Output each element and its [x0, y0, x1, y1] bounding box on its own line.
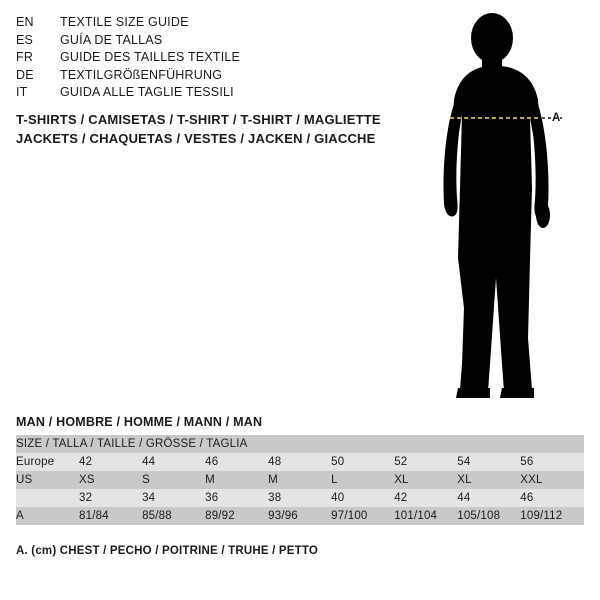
size-table-section	[16, 415, 584, 525]
cell: M	[268, 474, 278, 486]
cell: 32	[79, 492, 93, 504]
cell: 34	[142, 492, 156, 504]
cell: 97/100	[331, 510, 368, 522]
cell: M	[205, 474, 215, 486]
table-row	[16, 453, 584, 471]
cell: 101/104	[394, 510, 438, 522]
cell: XXL	[520, 474, 543, 486]
row-label: US	[16, 474, 33, 486]
cell: 85/88	[142, 510, 172, 522]
cell: 81/84	[79, 510, 109, 522]
cell: 50	[331, 456, 345, 468]
cell: 54	[457, 456, 471, 468]
cell: 36	[205, 492, 219, 504]
language-row	[16, 49, 396, 67]
language-text: TEXTILE SIZE GUIDE	[60, 15, 189, 29]
row-label: Europe	[16, 456, 55, 468]
cell: 52	[394, 456, 408, 468]
category-jackets: JACKETS / CHAQUETAS / VESTES / JACKEN / GIACCHE	[16, 131, 376, 146]
language-text: GUIDE DES TAILLES TEXTILE	[60, 50, 241, 64]
cell: 89/92	[205, 510, 235, 522]
language-row	[16, 84, 396, 102]
cell: 56	[520, 456, 534, 468]
size-table	[16, 435, 584, 525]
row-label	[16, 489, 79, 507]
cell: L	[331, 474, 338, 486]
body-silhouette-icon	[400, 8, 600, 408]
language-code: EN	[16, 15, 34, 29]
cell: 93/96	[268, 510, 298, 522]
row-label: A	[16, 510, 24, 522]
cell: XL	[394, 474, 409, 486]
cell: 48	[268, 456, 282, 468]
table-header-row	[16, 435, 584, 453]
language-row	[16, 67, 396, 85]
language-text: GUÍA DE TALLAS	[60, 32, 163, 47]
cell: 105/108	[457, 510, 501, 522]
language-code: IT	[16, 85, 28, 99]
language-text: GUIDA ALLE TAGLIE TESSILI	[60, 85, 234, 99]
language-text: TEXTILGRÖßENFÜHRUNG	[60, 67, 223, 82]
table-title: MAN / HOMBRE / HOMME / MANN / MAN	[16, 415, 263, 429]
language-code: ES	[16, 32, 34, 47]
language-list	[16, 14, 396, 102]
cell: 40	[331, 492, 345, 504]
language-row	[16, 32, 396, 50]
language-code: FR	[16, 50, 34, 64]
footnote: A. (cm) CHEST / PECHO / POITRINE / TRUHE / PETTO	[16, 545, 319, 557]
cell: 42	[394, 492, 408, 504]
category-tshirts: T-SHIRTS / CAMISETAS / T-SHIRT / T-SHIRT / MAGLIETTE	[16, 112, 381, 127]
cell: XS	[79, 474, 95, 486]
cell: 42	[79, 456, 93, 468]
cell: XL	[457, 474, 472, 486]
language-row	[16, 14, 396, 32]
cell: 44	[457, 492, 471, 504]
male-figure-illustration	[400, 8, 600, 408]
category-headings	[16, 110, 416, 148]
cell: 44	[142, 456, 156, 468]
table-header-label: SIZE / TALLA / TAILLE / GRÖSSE / TAGLIA	[16, 438, 248, 450]
cell: 109/112	[520, 510, 563, 522]
table-row	[16, 507, 584, 525]
cell: 38	[268, 492, 282, 504]
measure-label-a: A	[552, 112, 561, 124]
language-code: DE	[16, 67, 34, 82]
table-row	[16, 489, 584, 507]
table-row	[16, 471, 584, 489]
cell: S	[142, 474, 150, 486]
cell: 46	[520, 492, 534, 504]
cell: 46	[205, 456, 219, 468]
